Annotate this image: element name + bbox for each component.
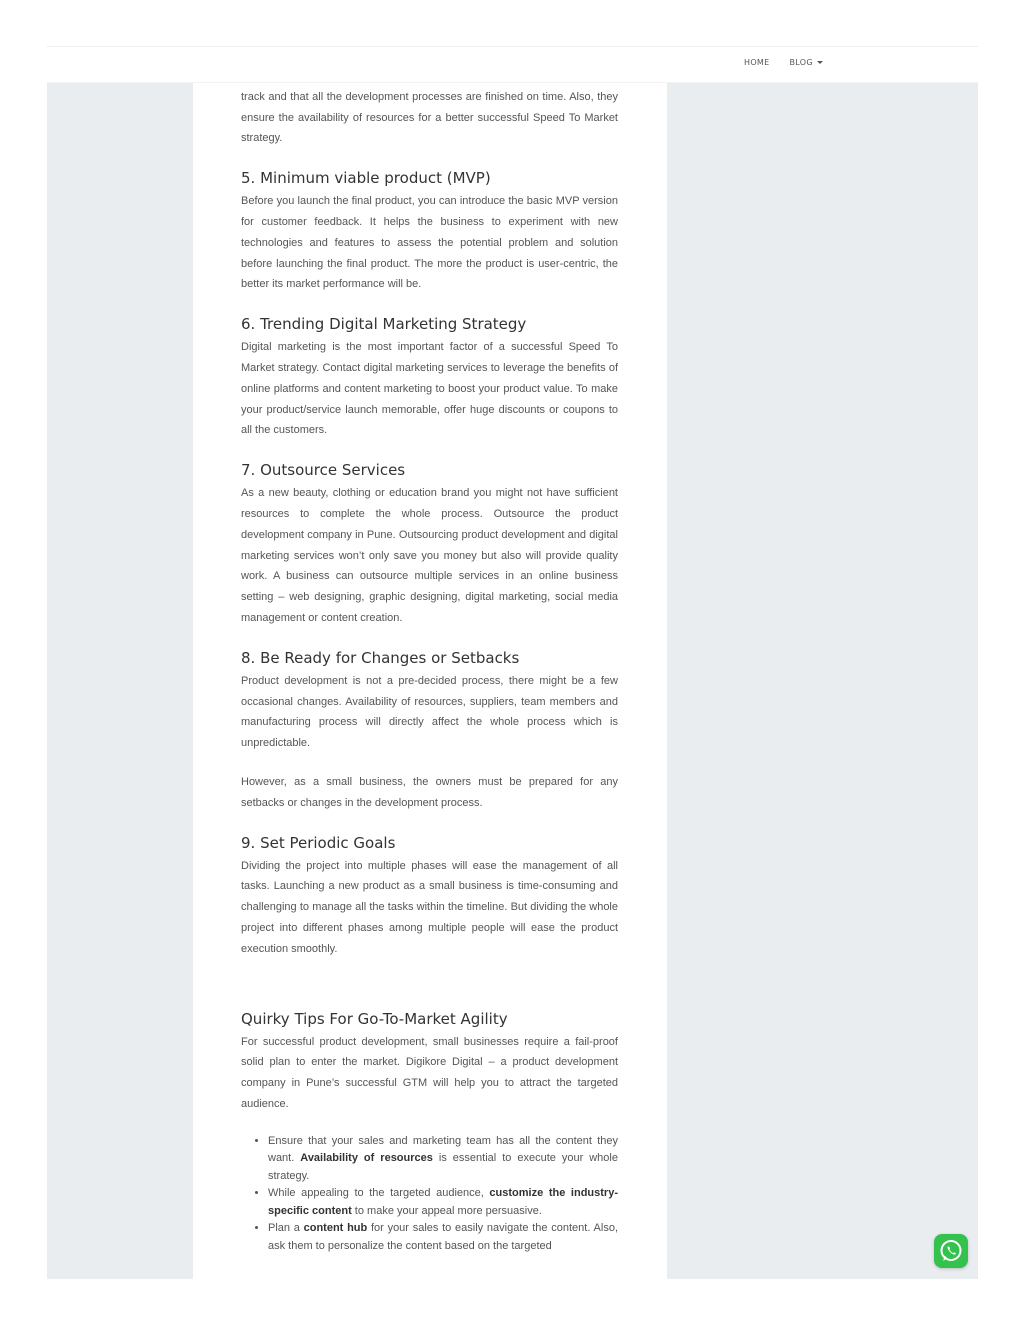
list-item-bold: customize the industry-specific content [268, 1187, 618, 1217]
section-heading-goals: 9. Set Periodic Goals [241, 833, 396, 852]
site-header [47, 46, 978, 83]
nav-blog-label: BLOG [789, 58, 813, 67]
section-paragraph: Dividing the project into multiple phases will ease the management of all tasks. Launching a new product as a small business is time-consuming and challenging to manage all the tasks within the timeline. But dividing the whole project into different phases among multiple people will ease the product execution smoothly. [241, 859, 618, 955]
whatsapp-chat-button[interactable] [934, 1234, 968, 1268]
tips-list [241, 1133, 618, 1256]
whatsapp-icon [938, 1238, 964, 1264]
quirky-tips-paragraph: For successful product development, small businesses require a fail-proof solid plan to enter the market. Digikore Digital – a product development company in Pune’s successful GTM will help you to attract the targeted audience. [241, 1035, 618, 1110]
intro-paragraph: track and that all the development processes are finished on time. Also, they ensure the availability of resources for a better successful Speed To Market strategy. [241, 90, 618, 145]
section-heading-digital-marketing: 6. Trending Digital Marketing Strategy [241, 315, 527, 334]
section-paragraph: Digital marketing is the most important factor of a successful Speed To Market strategy. Contact digital marketing services to leverage the benefits of online platforms and content marketing to boost your product value. To make your product/service launch memorable, offer huge discounts or coupons to all the customers. [241, 341, 618, 437]
list-item-text: While appealing to the targeted audience, [268, 1187, 490, 1200]
section-paragraph: Before you launch the final product, you can introduce the basic MVP version for customer feedback. It helps the business to experiment with new technologies and features to assess the potential problem and solution before launching the final product. The more the product is user-centric, the better its market performance will be. [241, 195, 618, 291]
list-item-text: to make your appeal more persuasive. [351, 1204, 542, 1217]
list-item-bold: Availability of resources [300, 1152, 433, 1165]
list-item-text: is essential to execute your whole strategy. [268, 1152, 618, 1182]
list-item [268, 1133, 618, 1186]
list-item-bold: content hub [303, 1222, 368, 1235]
list-item-text: Plan a [268, 1222, 304, 1235]
main-nav [744, 58, 823, 67]
section-paragraph: As a new beauty, clothing or education brand you might not have sufficient resources to complete the whole process. Outsource the product development company in Pune. Outsourcing product development and digital marketing services won’t only save you money but also will provide quality work. A business can outsource multiple services in an online business setting – web designing, graphic designing, digital marketing, social media management or content creation. [241, 487, 618, 624]
article-body [241, 66, 618, 1255]
list-item-text: Ensure that your sales and marketing team has all the content they want. [268, 1134, 618, 1165]
section-heading-outsource: 7. Outsource Services [241, 461, 406, 480]
nav-home-link[interactable]: HOME [744, 58, 770, 67]
section-heading-mvp: 5. Minimum viable product (MVP) [241, 169, 491, 188]
list-item [268, 1185, 618, 1220]
nav-blog-link[interactable] [789, 58, 822, 67]
list-item-text: for your sales to easily navigate the content. Also, ask them to personalize the content based on the targeted [268, 1222, 618, 1252]
section-heading-changes: 8. Be Ready for Changes or Setbacks [241, 648, 520, 667]
section-paragraph: Product development is not a pre-decided process, there might be a few occasional changes. Availability of resources, suppliers, team members and manufacturing process will directly affect the whole process which is unpredictable. [241, 674, 618, 750]
caret-down-icon [817, 61, 823, 64]
quirky-tips-heading: Quirky Tips For Go-To-Market Agility [241, 1009, 508, 1028]
section-paragraph: However, as a small business, the owners must be prepared for any setbacks or changes in the development process. [241, 775, 618, 809]
list-item [268, 1220, 618, 1255]
